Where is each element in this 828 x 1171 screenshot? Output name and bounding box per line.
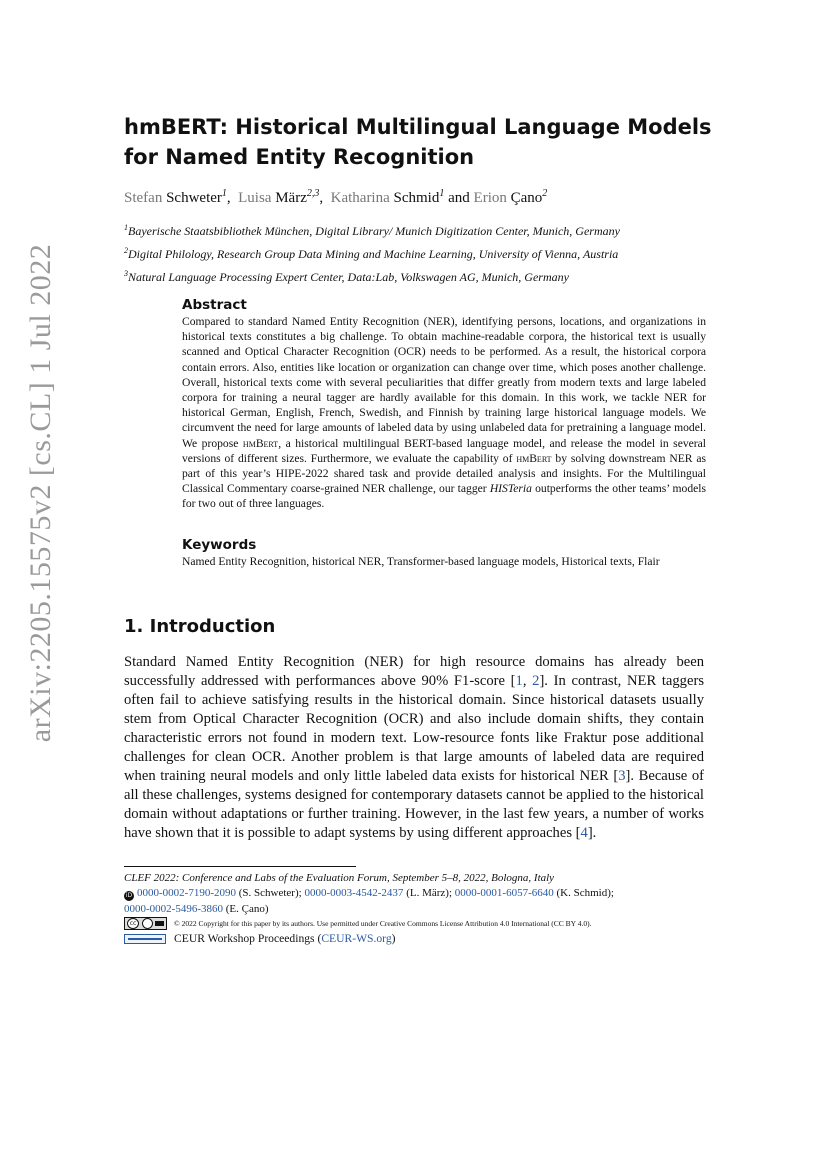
author-affil-sup: 1 [439, 188, 445, 199]
abstract-part: Compared to standard Named Entity Recognition (NER), identifying persons, locations, and organizations in historical texts constitutes a big challenge. To obtain machine-readable corpora, the historical text is usually scanned and Optical Character Recognition (OCR) needs to be performed. As a result, the historical corpora contain errors. Also, entities like location or organization can change over time, which poses another challenge. Overall, historical texts come with several peculiarities that differ greatly from modern texts and large labeled corpora for training a neural tagger are hardly available for this domain. In this work, we tackle NER for historical German, English, French, Swedish, and Finnish by training large historical language models. We circumvent the need for large amounts of labeled data by using unlabeled data for pretraining a language model. We propose [182, 315, 706, 450]
intro-text-part: ]. In contrast, NER taggers often fail to achieve satisfying results in the historical domain. Since historical datasets usually stem from Optical Character Recognition (OCR) and also include domain shifts, they contain characteristic errors not found in modern text. Low-resource fonts like Fraktur pose additional challenges for clean OCR. Another problem is that large amounts of labeled data are required when training neural models and only little labeled data exists for historical NER [ [124, 673, 704, 784]
intro-text-part: Standard Named Entity Recognition (NER) for high resource domains has already been successfully addressed with performances above 90% F1-score [ [124, 654, 704, 689]
footnote-divider [124, 866, 356, 867]
intro-text-part: ]. [587, 825, 597, 841]
citation-link[interactable]: 4 [580, 825, 588, 841]
author-given: Katharina [330, 190, 390, 206]
ceur-label: CEUR Workshop Proceedings ( [174, 932, 322, 945]
introduction-paragraph [124, 653, 704, 843]
title-line-1: hmBERT: Historical Multilingual Language Models [124, 115, 712, 139]
affiliation-line [124, 264, 744, 287]
keywords-heading: Keywords [182, 537, 257, 553]
author-affil-sup: 1 [221, 188, 227, 199]
intro-text-part: ]. Because of all these challenges, systems designed for contemporary datasets cannot be applied to the historical domain without adaptations or further training. However, in the last few years, a number of works have shown that it is possible to adapt systems by using different approaches [ [124, 768, 704, 841]
keywords-section [182, 536, 712, 570]
author-affil-sup: 2 [542, 188, 548, 199]
ceur-logo-icon [124, 934, 166, 944]
conference-footnote: CLEF 2022: Conference and Labs of the Evaluation Forum, September 5–8, 2022, Bologna, Italy [124, 872, 555, 884]
section-heading-introduction: 1. Introduction [124, 616, 276, 637]
abstract-section [182, 296, 706, 512]
abstract-text [182, 314, 706, 512]
ceur-row [124, 931, 724, 947]
title-line-2: for Named Entity Recognition [124, 145, 475, 169]
orcid-owner: (K. Schmid); [556, 887, 614, 899]
arxiv-identifier: arXiv:2205.15575v2 [cs.CL] 1 Jul 2022 [24, 243, 57, 742]
arxiv-sidebar [18, 140, 64, 845]
affiliation-text: Natural Language Processing Expert Center, Data:Lab, Volkswagen AG, Munich, Germany [128, 270, 569, 284]
author-given: Stefan [124, 190, 163, 206]
citation-link[interactable]: 2 [532, 673, 540, 689]
author-affil-sup: 2,3 [306, 188, 320, 199]
license-text: © 2022 Copyright for this paper by its authors. Use permitted under Creative Commons License Attribution 4.0 International (CC BY 4.0). [174, 919, 592, 928]
citation-link[interactable]: 3 [618, 768, 626, 784]
author-given: Erion [473, 190, 507, 206]
orcid-icon: iD [125, 892, 133, 899]
affiliation-line [124, 218, 744, 241]
author-surname: Schmid [393, 190, 440, 206]
orcid-footnote [124, 885, 714, 917]
abstract-part: , a historical multilingual BERT-based language model, and release the model in several versions of different sizes. Furthermore, we evaluate the capability of [182, 436, 707, 465]
affiliation-text: Digital Philology, Research Group Data Mining and Machine Learning, University of Vienna, Austria [128, 247, 619, 261]
orcid-link[interactable]: 0000-0002-5496-3860 [124, 903, 223, 915]
ceur-close: ) [391, 932, 396, 945]
orcid-owner: (E. Çano) [225, 903, 269, 915]
affiliation-text: Bayerische Staatsbibliothek München, Digital Library/ Munich Digitization Center, Munich, Germany [128, 224, 620, 238]
model-name: hmBert [242, 436, 279, 450]
affiliation-sup: 3 [124, 269, 128, 278]
abstract-part: outperforms the other teams’ models for two out of three languages. [182, 482, 706, 511]
author-list: Stefan Schweter$^1$, Luisa März$^{2,3}$, Katharina Schmid$^1$ and Erion Çano$^2$ [124, 188, 548, 206]
paper-title [124, 112, 744, 172]
license-row [124, 916, 724, 930]
author-given: Luisa [238, 190, 272, 206]
citation-link[interactable]: 1 [515, 673, 523, 689]
orcid-owner: (S. Schweter); [238, 887, 302, 899]
tagger-name: HISTeria [489, 482, 532, 496]
author-and: and [448, 190, 470, 206]
orcid-owner: (L. März); [406, 887, 452, 899]
author-surname: Schweter [166, 190, 222, 206]
author-surname: Çano [510, 190, 543, 206]
abstract-part: by solving downstream NER as part of this year’s HIPE-2022 shared task and provide detailed analysis and insights. For the Multilingual Classical Commentary coarse-grained NER challenge, our tagger [182, 451, 707, 496]
intro-text-part: , [522, 673, 533, 689]
affiliation-sup: 1 [124, 223, 128, 232]
cc-by-badge-icon: cc [124, 917, 167, 930]
ceur-text [174, 931, 396, 947]
affiliation-line [124, 241, 744, 264]
keywords-text: Named Entity Recognition, historical NER, Transformer-based language models, Historical texts, Flair [182, 555, 660, 568]
abstract-heading: Abstract [182, 297, 247, 313]
ceur-link[interactable]: CEUR-WS.org [321, 932, 392, 945]
orcid-link[interactable]: 0000-0001-6057-6640 [454, 887, 554, 899]
orcid-link[interactable]: 0000-0003-4542-2437 [304, 887, 404, 899]
affiliations [124, 218, 744, 287]
author-surname: März [275, 190, 307, 206]
affiliation-sup: 2 [124, 246, 128, 255]
orcid-link[interactable]: 0000-0002-7190-2090 [137, 887, 236, 899]
model-name: hmBert [516, 451, 552, 465]
